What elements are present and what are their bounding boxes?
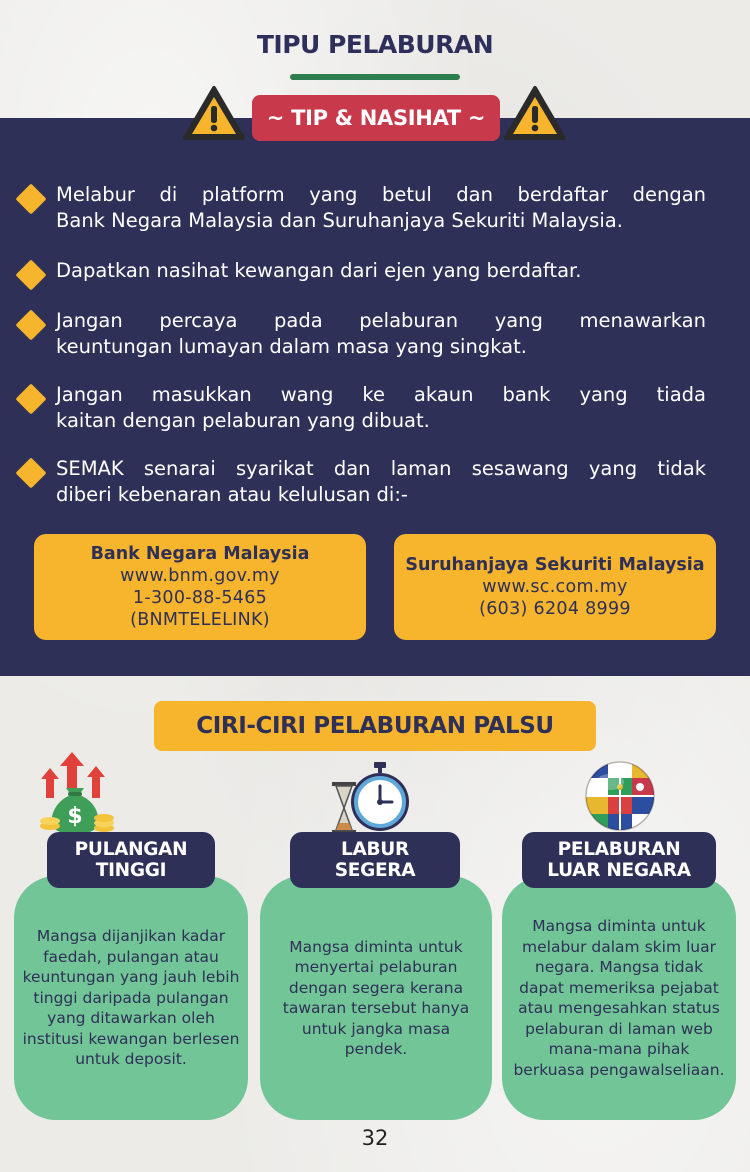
tip-item: [16, 456, 706, 508]
warning-icon: [503, 84, 567, 142]
feature-description-card: [260, 876, 492, 1120]
contact-website: www.bnm.gov.my: [120, 566, 280, 586]
flag-globe-icon: [584, 760, 656, 832]
feature-description: Mangsa dijanjikan kadar faedah, pulangan atau keuntungan yang jauh lebih tinggi daripada pulangan yang ditawarkan oleh institusi kewangan berlesen untuk deposit.: [22, 927, 240, 1069]
stopwatch-hourglass-icon: [330, 762, 412, 836]
feature-label: [522, 832, 716, 888]
feature-label-line: SEGERA: [334, 860, 416, 881]
tip-line: Jangan percaya pada pelaburan yang menawarkan: [56, 309, 706, 332]
tip-line: Bank Negara Malaysia dan Suruhanjaya Sekuriti Malaysia.: [56, 209, 623, 232]
tip-item: [16, 308, 706, 360]
diamond-bullet-icon: [15, 309, 46, 340]
feature-label-line: PULANGAN: [74, 839, 188, 860]
contact-phone: 1-300-88-5465: [132, 588, 268, 608]
tip-line: kaitan dengan pelaburan yang dibuat.: [56, 409, 430, 432]
diamond-bullet-icon: [15, 457, 46, 488]
tip-badge: ~ TIP & NASIHAT ~: [252, 95, 500, 141]
tip-item: [16, 382, 706, 434]
tip-line: Dapatkan nasihat kewangan dari ejen yang berdaftar.: [56, 259, 582, 282]
tip-line: diberi kebenaran atau kelulusan di:-: [56, 483, 408, 506]
title-underline: [290, 74, 460, 80]
contact-name: Suruhanjaya Sekuriti Malaysia: [405, 555, 705, 575]
warning-icon: [182, 84, 246, 142]
feature-label: [47, 832, 215, 888]
diamond-bullet-icon: [15, 259, 46, 290]
feature-label-line: LUAR NEGARA: [547, 860, 691, 881]
feature-label-line: PELABURAN: [557, 839, 681, 860]
money-growth-icon: [38, 748, 116, 836]
page-number: 32: [361, 1126, 389, 1150]
tip-line: keuntungan lumayan dalam masa yang singkat.: [56, 335, 527, 358]
feature-label-line: TINGGI: [95, 860, 167, 881]
page-title: TIPU PELABURAN: [256, 30, 494, 59]
contact-box-sc: [394, 534, 716, 640]
feature-description: Mangsa diminta untuk menyertai pelaburan dengan segera kerana tawaran tersebut hanya untuk jangka masa pendek.: [282, 937, 470, 1058]
feature-description: Mangsa diminta untuk melabur dalam skim luar negara. Mangsa tidak dapat memeriksa pejabat atau mengesahkan status pelaburan di laman web mana-mana pihak berkuasa pengawalseliaan.: [513, 917, 725, 1079]
contact-website: www.sc.com.my: [482, 577, 628, 597]
contact-phone: (603) 6204 8999: [479, 599, 631, 619]
tip-item: [16, 258, 706, 286]
feature-label: [290, 832, 460, 888]
section-title: CIRI-CIRI PELABURAN PALSU: [154, 701, 596, 751]
contact-note: (BNMTELELINK): [130, 610, 270, 630]
diamond-bullet-icon: [15, 183, 46, 214]
feature-label-line: LABUR: [341, 839, 409, 860]
feature-description-card: [14, 876, 248, 1120]
feature-description-card: [502, 876, 736, 1120]
diamond-bullet-icon: [15, 383, 46, 414]
tip-line: Melabur di platform yang betul dan berdaftar dengan: [56, 183, 706, 206]
svg-text:$: $: [67, 804, 83, 829]
contact-box-bnm: [34, 534, 366, 640]
tip-line: Jangan masukkan wang ke akaun bank yang tiada: [56, 383, 706, 406]
tip-item: [16, 182, 706, 234]
contact-name: Bank Negara Malaysia: [90, 544, 310, 564]
tip-line: SEMAK senarai syarikat dan laman sesawang yang tidak: [56, 457, 706, 480]
